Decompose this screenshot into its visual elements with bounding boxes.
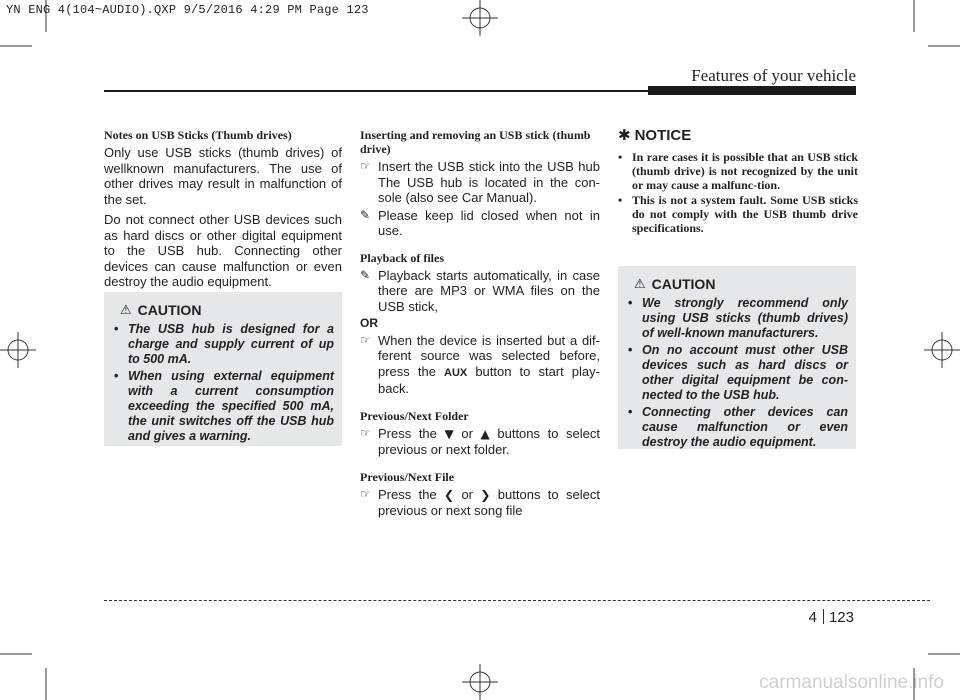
pointing-hand-icon: ☞ <box>360 486 371 501</box>
caution-box-right <box>618 266 856 449</box>
insert-heading: Inserting and removing an USB stick (thumb drive) <box>360 128 591 156</box>
pointing-hand-icon: ☞ <box>360 159 371 173</box>
notice-item: • This is not a system fault. Some USB sticks do not comply with the USB thumb drive specifications. <box>618 192 858 235</box>
folder-down-icon: ▼ <box>444 426 454 441</box>
left-column <box>104 128 342 295</box>
pointing-hand-icon: ☞ <box>360 425 371 440</box>
pencil-icon: ✎ <box>360 267 371 282</box>
caution-title <box>634 276 856 292</box>
caution-item: • When using external equipment with a current consumption exceeding the specified 500 mA, the unit switches off the USB hub and gives a warning. <box>114 369 334 443</box>
notice-item-text: In rare cases it is possible that an USB stick (thumb drive) is not recognized by the unit or may cause a malfunc-tion. <box>632 149 858 192</box>
file-step: ☞ Press the ❮ or ❯ buttons to select previous or next song file <box>360 486 600 518</box>
notice-title <box>618 128 858 144</box>
caution-item-text: On no account must other USB devices such as hard discs or other digital equipment be con-nected to the USB hub. <box>642 343 848 402</box>
folder-up-icon: ▲ <box>480 426 490 441</box>
caution-item-text: We strongly recommend only using USB sticks (thumb drives) of well-known manufacturers. <box>642 296 848 340</box>
warning-triangle-icon: ⚠ <box>120 302 132 318</box>
right-column <box>618 128 858 236</box>
folder-step: ☞ Press the ▼ or ▲ buttons to select previous or next folder. <box>360 425 601 457</box>
header-bar <box>648 86 856 95</box>
caution-title-text: CAUTION <box>651 276 716 292</box>
watermark: carmanualsonline.info <box>759 672 944 693</box>
file-heading: Previous/Next File <box>360 469 455 484</box>
or-label: OR <box>360 316 378 330</box>
notice-item: • In rare cases it is possible that an USB stick (thumb drive) is not recognized by the unit or may cause a malfunc-tion. <box>618 149 858 192</box>
print-slug: YN ENG 4(104~AUDIO).QXP 9/5/2016 4:29 PM Page 123 <box>6 3 369 17</box>
usb-notes-heading: Notes on USB Sticks (Thumb drives) <box>104 128 292 142</box>
folder-heading: Previous/Next Folder <box>360 408 469 423</box>
caution-title-text: CAUTION <box>137 302 202 318</box>
caution-item: • Connecting other devices can cause malfunction or even destroy the audio equipment. <box>628 405 848 449</box>
pencil-icon: ✎ <box>360 207 371 222</box>
page-number-value: 123 <box>828 609 854 626</box>
pointing-hand-icon: ☞ <box>360 332 371 347</box>
caution-item-text: Connecting other devices can cause malfunction or even destroy the audio equipment. <box>642 405 848 449</box>
notice-item-text: This is not a system fault. Some USB sticks do not comply with the USB thumb drive specifications. <box>632 192 858 235</box>
caution-item-text: The USB hub is designed for a charge and supply current of up to 500 mA. <box>128 322 334 366</box>
warning-triangle-icon: ⚠ <box>634 276 646 292</box>
chapter-number: 4 <box>808 609 817 626</box>
caution-box-left <box>104 292 342 446</box>
caution-item: • We strongly recommend only using USB sticks (thumb drives) of well-known manufacturers. <box>628 296 848 340</box>
caution-title <box>120 302 342 318</box>
star-icon: ✱ <box>618 126 631 144</box>
chevron-left-icon: ❮ <box>444 487 455 502</box>
section-title: Features of your vehicle <box>691 66 856 85</box>
chevron-right-icon: ❯ <box>480 487 491 502</box>
insert-step: ☞ Insert the USB stick into the USB hub The USB hub is located in the con-sole (also see Car Manual). <box>360 159 600 205</box>
aux-button-label: AUX <box>444 366 468 379</box>
caution-item-text: When using external equipment with a current consumption exceeding the specified 500 mA, the unit switches off the USB hub and gives a warning. <box>128 369 334 443</box>
page-number <box>809 609 854 626</box>
middle-column <box>360 128 600 521</box>
playback-heading: Playback of files <box>360 250 444 265</box>
caution-item: • The USB hub is designed for a charge and supply current of up to 500 mA. <box>114 322 334 366</box>
caution-item: • On no account must other USB devices such as hard discs or other digital equipment be con-nected to the USB hub. <box>628 343 848 402</box>
playback-note: ✎ Playback starts automatically, in case there are MP3 or WMA files on the USB stick, <box>360 267 600 314</box>
playback-step: ☞ When the device is inserted but a dif-ferent source was selected before, press the AUX button to start play-back. <box>360 332 600 396</box>
usb-notes-paragraph-2: Do not connect other USB devices such as hard discs or other digital equipment to the USB hub. Connecting other devices can cause malfunction or even destroy the audio equipment. <box>104 212 342 289</box>
notice-title-text: NOTICE <box>634 127 692 144</box>
insert-note: ✎ Please keep lid closed when not in use. <box>360 207 600 238</box>
footer-rule <box>104 600 930 601</box>
usb-notes-paragraph-1: Only use USB sticks (thumb drives) of wellknown manufacturers. The use of other drives may result in malfunction of the set. <box>104 145 342 207</box>
